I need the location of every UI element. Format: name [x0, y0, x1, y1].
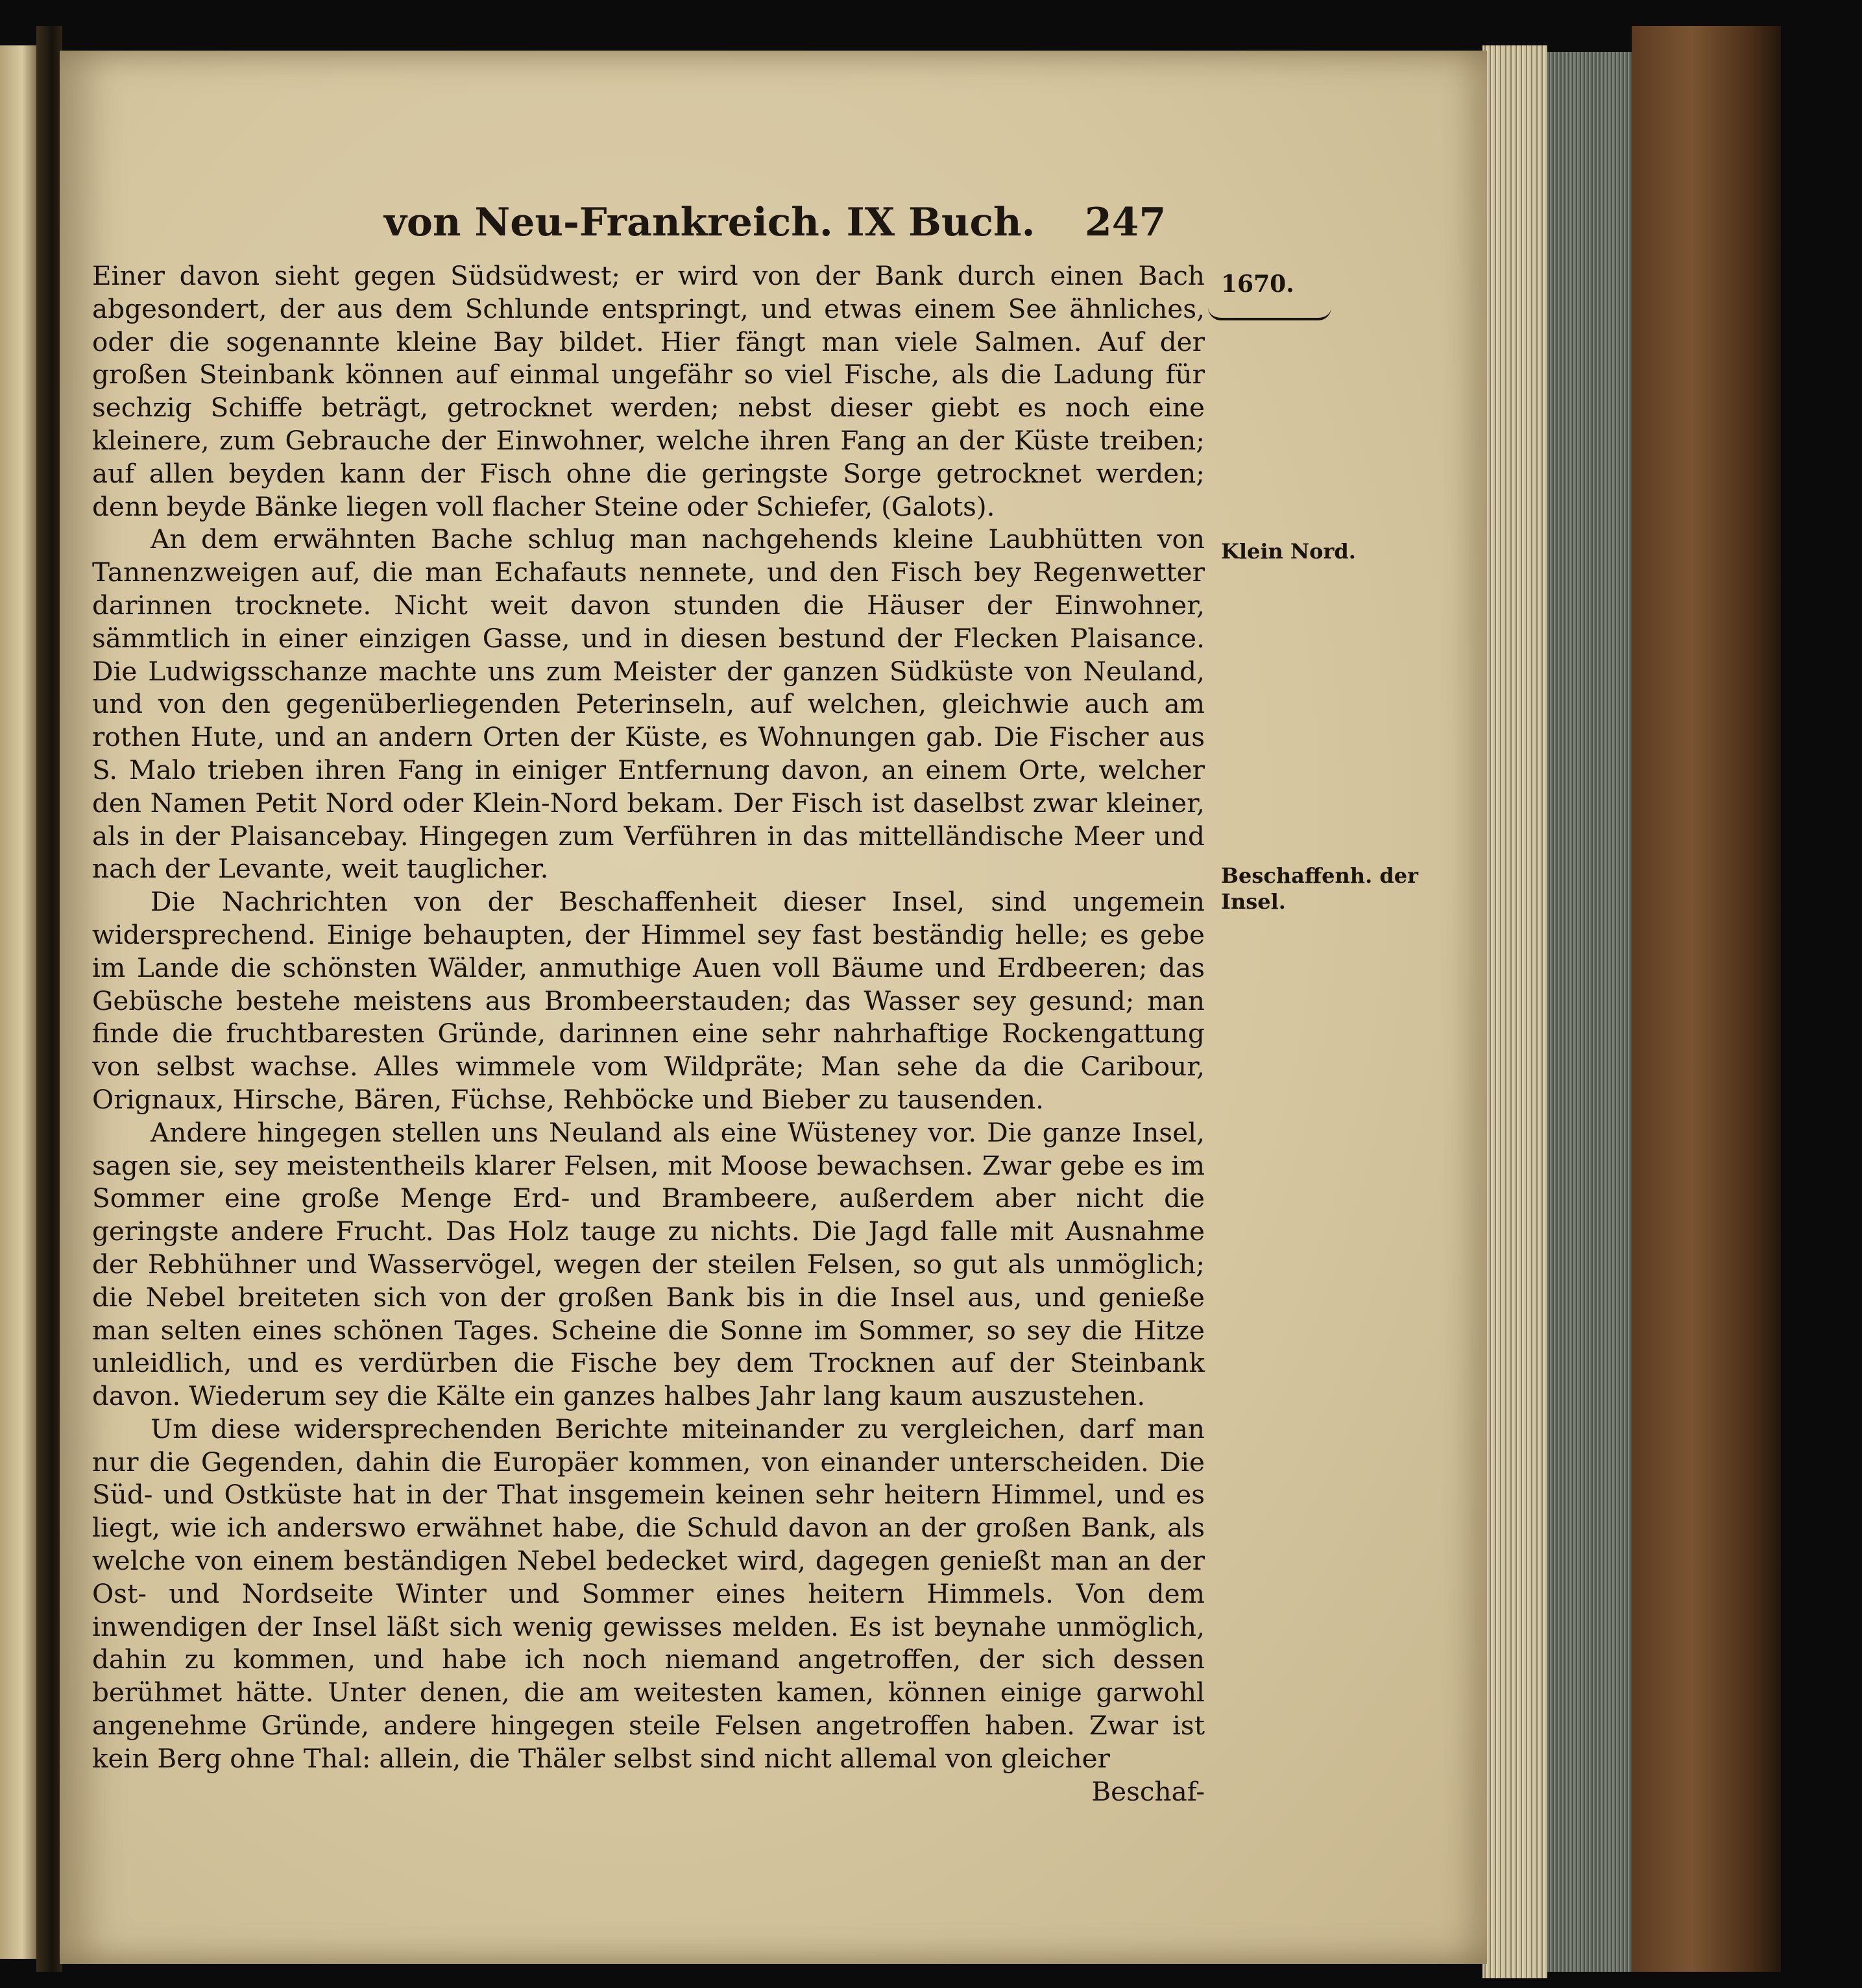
page [60, 51, 1487, 1964]
margin-note-klein-nord: Klein Nord. [1221, 539, 1356, 564]
body-text [92, 259, 1205, 1808]
catchword: Beschaf- [1091, 1775, 1205, 1807]
paragraph: An dem erwähnten Bache schlug man nachgehends kleine Laubhütten von Tannenzweigen auf, die man Echafauts nennete, und den Fisch bey Regenwetter darinnen trocknete. Nicht weit davon stunden die Häuser der Einwohner, sämmtlich in einer einzigen Gasse, und in diesen bestund der Flecken Plaisance. Die Ludwigsschanze machte uns zum Meister der ganzen Südküste von Neuland, und von den gegenüberliegenden Peterinseln, auf welchen, gleichwie auch am rothen Hute, und an andern Orten der Küste, es Wohnungen gab. Die Fischer aus S. Malo trieben ihren Fang in einiger Entfernung davon, an einem Orte, welcher den Namen Petit Nord oder Klein-Nord bekam. Der Fisch ist daselbst zwar kleiner, als in der Plaisancebay. Hingegen zum Verführen in das mittelländische Meer und nach der Levante, weit tauglicher. [92, 523, 1205, 885]
paragraph: Einer davon sieht gegen Südsüdwest; er wird von der Bank durch einen Bach abgesondert, der aus dem Schlunde entspringt, und etwas einem See ähnliches, oder die sogenannte kleine Bay bildet. Hier fängt man viele Salmen. Auf der großen Steinbank können auf einmal ungefähr so viel Fische, als die Ladung für sechzig Schiffe beträgt, getrocknet werden; nebst dieser giebt es noch eine kleinere, zum Gebrauche der Einwohner, welche ihren Fang an der Küste treiben; auf allen beyden kann der Fisch ohne die geringste Sorge getrocknet werden; denn beyde Bänke liegen voll flacher Steine oder Schiefer, (Galots). [92, 260, 1205, 522]
margin-brace [1208, 307, 1331, 320]
paragraph: Die Nachrichten von der Beschaffenheit dieser Insel, sind ungemein widersprechend. Einige behaupten, der Himmel sey fast beständig helle; es gebe im Lande die schönsten Wälder, anmuthige Auen voll Bäume und Erdbeeren; das Gebüsche bestehe meistens aus Brombeerstauden; das Wasser sey gesund; man finde die fruchtbaresten Gründe, darinnen eine sehr nahrhaftige Rockengattung von selbst wachse. Alles wimmele vom Wildpräte; Man sehe da die Caribour, Orignaux, Hirsche, Bären, Füchse, Rehböcke und Bieber zu tausenden. [92, 886, 1205, 1115]
page-edges [1482, 45, 1547, 1978]
page-block [1547, 52, 1632, 1972]
page-header [60, 193, 1487, 252]
margin-note-year: 1670. [1221, 270, 1294, 298]
paragraph: Andere hingegen stellen uns Neuland als eine Wüsteney vor. Die ganze Insel, sagen sie, sey meistentheils klarer Felsen, mit Moose bewachsen. Zwar gebe es im Sommer eine große Menge Erd- und Brambeere, außerdem aber nicht die geringste andere Frucht. Das Holz tauge zu nichts. Die Jagd falle mit Ausnahme der Rebhühner und Wasservögel, wegen der steilen Felsen, so gut als unmöglich; die Nebel breiteten sich von der großen Bank bis in die Insel aus, und genieße man selten eines schönen Tages. Scheine die Sonne im Sommer, so sey die Hitze unleidlich, und es verdürben die Fische bey dem Trocknen auf der Steinbank davon. Wiederum sey die Kälte ein ganzes halbes Jahr lang kaum auszustehen. [92, 1116, 1205, 1412]
paragraph: Um diese widersprechenden Berichte miteinander zu vergleichen, darf man nur die Gegenden, dahin die Europäer kommen, von einander unterscheiden. Die Süd- und Ostküste hat in der That insgemein keinen sehr heitern Himmel, und es liegt, wie ich anderswo erwähnet habe, die Schuld davon an der großen Bank, als welche von einem beständigen Nebel bedecket wird, dagegen genießt man an der Ost- und Nordseite Winter und Sommer eines heitern Himmels. Von dem inwendigen der Insel läßt sich wenig gewisses melden. Es ist beynahe unmöglich, dahin zu kommen, und habe ich noch niemand angetroffen, der sich dessen berühmet hätte. Unter denen, die am weitesten kamen, können einige garwohl angenehme Gründe, andere hingegen steile Felsen angetroffen haben. Zwar ist kein Berg ohne Thal: allein, die Thäler selbst sind nicht allemal von gleicher [92, 1413, 1205, 1774]
running-title: von Neu-Frankreich. IX Buch. [384, 200, 1035, 245]
margin-note-beschaffenheit: Beschaffenh. der Insel. [1221, 863, 1418, 914]
page-number: 247 [1085, 200, 1167, 245]
previous-page-edge [0, 45, 40, 1959]
book-gutter [36, 26, 62, 1972]
book-binding [1632, 26, 1781, 1972]
